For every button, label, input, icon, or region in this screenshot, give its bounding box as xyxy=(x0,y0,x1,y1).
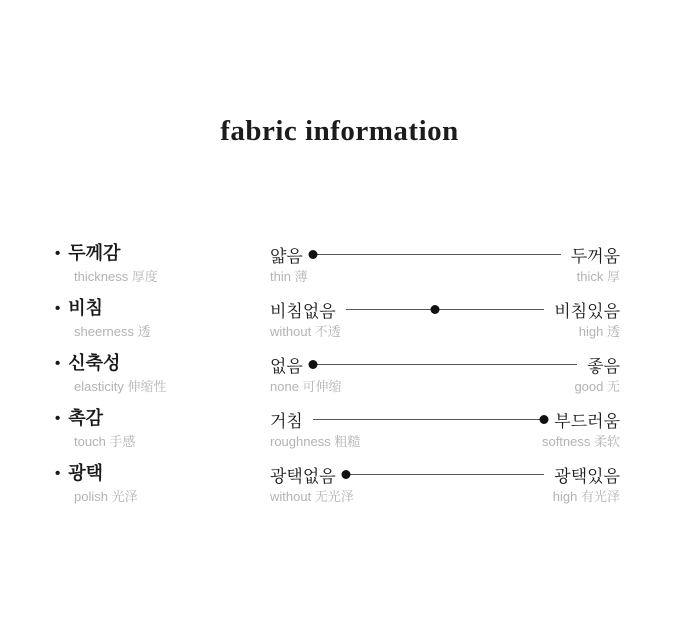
bullet-icon: • xyxy=(55,355,61,372)
bullet-icon: • xyxy=(55,465,61,482)
property-subtitle: elasticity 伸缩性 xyxy=(74,379,167,394)
property-name-text: 광택 xyxy=(68,463,104,483)
scale-left-label: 얇음 xyxy=(270,247,303,266)
scale-left-label: 없음 xyxy=(270,357,303,376)
property-scale xyxy=(270,298,620,339)
scale-track xyxy=(313,360,577,369)
scale-right-sublabel: thick 厚 xyxy=(576,269,620,284)
property-scale xyxy=(270,408,620,449)
property-label-group xyxy=(55,298,270,339)
property-name xyxy=(55,353,270,374)
property-scale xyxy=(270,243,620,284)
scale-row xyxy=(270,464,620,485)
scale-right-sublabel: good 无 xyxy=(574,379,620,394)
scale-track xyxy=(346,305,545,314)
scale-sublabels xyxy=(270,324,620,339)
scale-dot-indicator xyxy=(431,305,440,314)
property-subtitle: thickness 厚度 xyxy=(74,269,158,284)
scale-row xyxy=(270,299,620,320)
fabric-properties xyxy=(55,243,620,518)
scale-row xyxy=(270,354,620,375)
scale-left-sublabel: none 可伸缩 xyxy=(270,379,342,394)
property-name-text: 촉감 xyxy=(68,408,104,428)
bullet-icon: • xyxy=(55,245,61,262)
property-scale xyxy=(270,463,620,504)
scale-right-label: 비침있음 xyxy=(554,302,620,321)
property-name xyxy=(55,463,270,484)
scale-track xyxy=(346,470,545,479)
property-subtitle: sheerness 透 xyxy=(74,324,151,339)
scale-line xyxy=(313,254,561,255)
scale-track xyxy=(313,415,544,424)
property-row-touch xyxy=(55,408,620,463)
property-name xyxy=(55,243,270,264)
scale-line xyxy=(313,419,544,420)
scale-left-sublabel: without 无光泽 xyxy=(270,489,354,504)
scale-left-label: 비침없음 xyxy=(270,302,336,321)
scale-dot-indicator xyxy=(308,360,317,369)
scale-left-sublabel: thin 薄 xyxy=(270,269,308,284)
scale-right-label: 광택있음 xyxy=(554,467,620,486)
scale-left-sublabel: roughness 粗糙 xyxy=(270,434,361,449)
scale-left-sublabel: without 不透 xyxy=(270,324,341,339)
scale-row xyxy=(270,409,620,430)
property-subtitle: touch 手感 xyxy=(74,434,136,449)
bullet-icon: • xyxy=(55,300,61,317)
property-label-group xyxy=(55,353,270,394)
property-row-thickness xyxy=(55,243,620,298)
scale-left-label: 광택없음 xyxy=(270,467,336,486)
scale-line xyxy=(313,364,577,365)
scale-right-label: 부드러움 xyxy=(554,412,620,431)
scale-right-sublabel: high 有光泽 xyxy=(552,489,620,504)
property-name xyxy=(55,408,270,429)
scale-dot-indicator xyxy=(308,250,317,259)
scale-right-label: 두꺼움 xyxy=(570,247,620,266)
scale-dot-indicator xyxy=(540,415,549,424)
property-subtitle: polish 光泽 xyxy=(74,489,138,504)
scale-right-sublabel: high 透 xyxy=(578,324,620,339)
scale-dot-indicator xyxy=(341,470,350,479)
property-label-group xyxy=(55,243,270,284)
scale-right-label: 좋음 xyxy=(587,357,620,376)
property-name-text: 신축성 xyxy=(68,353,121,373)
property-name-text: 두께감 xyxy=(68,243,121,263)
scale-sublabels xyxy=(270,269,620,284)
scale-line xyxy=(346,309,545,310)
scale-track xyxy=(313,250,561,259)
scale-sublabels xyxy=(270,489,620,504)
property-row-elasticity xyxy=(55,353,620,408)
scale-sublabels xyxy=(270,379,620,394)
property-name-text: 비침 xyxy=(68,298,104,318)
scale-right-sublabel: softness 柔软 xyxy=(541,434,620,449)
property-scale xyxy=(270,353,620,394)
property-label-group xyxy=(55,408,270,449)
scale-row xyxy=(270,244,620,265)
property-name xyxy=(55,298,270,319)
scale-line xyxy=(346,474,545,475)
bullet-icon: • xyxy=(55,410,61,427)
scale-sublabels xyxy=(270,434,620,449)
property-row-polish xyxy=(55,463,620,518)
page-title: fabric information xyxy=(220,115,459,147)
property-label-group xyxy=(55,463,270,504)
property-row-sheerness xyxy=(55,298,620,353)
scale-left-label: 거침 xyxy=(270,412,303,431)
